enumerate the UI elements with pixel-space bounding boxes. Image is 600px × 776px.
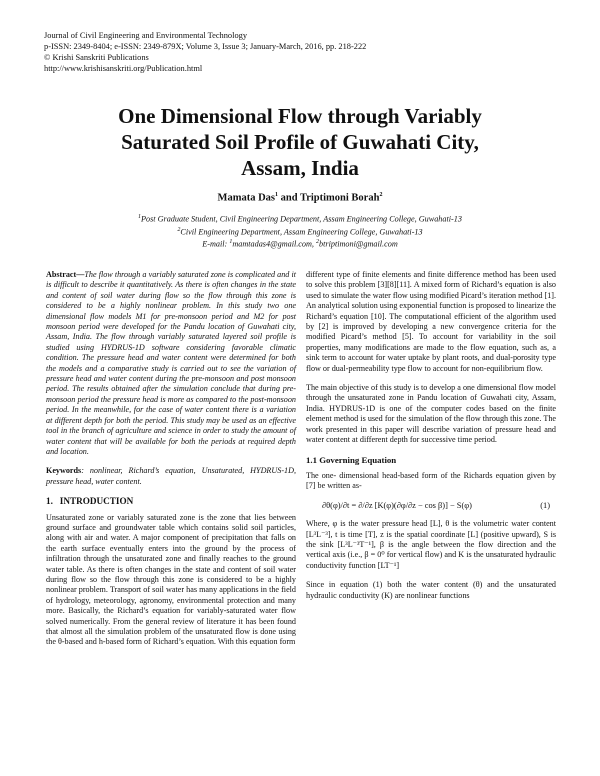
keywords-text: : nonlinear, Richard’s equation, Unsaturated, HYDRUS-1D, pressure head, water content. xyxy=(46,466,296,486)
equation-number: (1) xyxy=(540,500,550,510)
abstract-text: The flow through a variably saturated zone is complicated and it is difficult to describe it quantitatively. As there is often changes in the state and content of soil water during flow so the flow through this zone is considered to be a highly nonlinear problem. In this study two one dimensional flow models M1 for pre-monsoon period and M2 for post monsoon period were developed for the Pandu location of Guwahati city, Assam, India. The flow through variably saturated layered soil profile is studied using HYDRUS-1D software considering favorable climatic condition. The pressure head and water content were determined for both the models and a comparative study is carried out to see the variation of pressure head and water content during the pre-monsoon and post monsoon period. The results obtained after the simulation conclude that during pre-monsoon period the pressure head is more as compared to the post-monsoon period. In the meanwhile, for the case of water content there is a variation at different depth for both the period. This study may be used as an effective tool in the branch of agriculture and science in order to study the amount of water content that will be available for both the periods at required depth and location. xyxy=(46,270,296,456)
title-line-1: One Dimensional Flow through Variably xyxy=(118,104,482,128)
journal-issn: p-ISSN: 2349-8404; e-ISSN: 2349-879X; Volume 3, Issue 3; January-March, 2016, pp. 218-222 xyxy=(44,42,367,51)
paper-title xyxy=(40,103,560,181)
affiliations xyxy=(40,212,560,250)
left-column xyxy=(46,270,296,657)
journal-name: Journal of Civil Engineering and Environmental Technology xyxy=(44,31,248,40)
keywords-label: Keywords xyxy=(46,466,82,476)
affiliation-1-sup: 1 xyxy=(138,214,142,220)
right-paragraph-4: Where, φ is the water pressure head [L], θ is the volumetric water content [L³L⁻³], t is time [T], z is the spatial coordinate [L] (positive upward), S is the sink [L³L⁻³T⁻¹], β is the angle between the flow direction and the vertical axis (i.e., β = 0⁰ for vertical flow) and K is the unsaturated hydraulic conductivity function [LT⁻¹] xyxy=(306,519,556,570)
email-prefix: E-mail: xyxy=(202,240,230,250)
intro-number: 1. xyxy=(46,496,53,507)
intro-heading xyxy=(46,496,296,506)
author-line xyxy=(40,192,560,204)
right-paragraph-2: The main objective of this study is to develop a one dimensional flow model through the unsaturated zone in Pandu location of Guwahati city, Assam, India. HYDRUS-1D is one of the computer codes based on the finite element method is used for the simulation of the flow through this zone. The work presented in this paper will describe variation of pressure head and water content at different depth for successive time period. xyxy=(306,383,556,445)
email-1-sup: 1 xyxy=(229,239,233,246)
email-line xyxy=(40,237,560,250)
author-and: and xyxy=(278,192,300,204)
author-2-sup: 2 xyxy=(379,192,383,198)
author-2: Triptimoni Borah xyxy=(300,192,380,204)
email-1[interactable]: mamtadas4@gmail.com, xyxy=(232,240,317,250)
intro-paragraph-1: Unsaturated zone or variably saturated zone is the zone that lies between ground surface and groundwater table which contains solid soil particles, along with air and water. A major component of precipitation that falls on the earth surface eventually enters into the ground by the process of infiltration through the unsaturated zone and finally reaches to the ground water table. As there is often changes in the state and content of soil water during flow so the flow through this zone is considered to be a highly nonlinear problem. Transport of soil water has many applications in the field of hydrology, meteorology, agronomy, environmental protection and many more. Basically, the Richard’s equation for variably-saturated water flow solved numerically. From the general review of literature it has been found that almost all the simulation problem of the unsaturated flow is done using the θ-based and h-based form of Richard’s equation. With this equation form xyxy=(46,512,296,647)
journal-header xyxy=(44,30,564,74)
right-paragraph-3: The one- dimensional head-based form of the Richards equation given by [7] be written as- xyxy=(306,470,556,491)
affiliation-2 xyxy=(40,225,560,238)
abstract-label: Abstract— xyxy=(46,270,85,279)
author-1: Mamata Das xyxy=(217,192,275,204)
title-line-2: Saturated Soil Profile of Guwahati City, xyxy=(121,130,479,154)
right-column xyxy=(306,270,556,610)
journal-copyright: © Krishi Sanskriti Publications xyxy=(44,53,149,62)
author-1-sup: 1 xyxy=(275,192,278,198)
email-2-sup: 2 xyxy=(316,239,320,246)
email-2[interactable]: btriptimoni@gmail.com xyxy=(319,240,398,250)
right-paragraph-5: Since in equation (1) both the water content (θ) and the unsaturated hydraulic conductivity (K) are nonlinear functions xyxy=(306,580,556,600)
affiliation-2-text: Civil Engineering Department, Assam Engineering College, Guwahati-13 xyxy=(180,227,423,237)
right-paragraph-1: different type of finite elements and finite difference method has been used to solve this problem [3][8][11]. A mixed form of Richard’s equation is also used to simulate the water flow using modified Picard’s iteration method [1]. An analytical solution using exponential function is proposed to linearize the Richard’s equation [10]. The computational efficient of the algorithm used by [2] is improved by developing a new convergence criteria for the modified Picard’s method [5]. To account for variability in the soil properties, many modifications are made to the flow equation, such as, a sink term to account for water uptake by plant roots, and dual-porosity type flow or dual-permeability type flow to account for non-equilibrium flow. xyxy=(306,270,557,373)
abstract xyxy=(46,270,296,457)
keywords xyxy=(46,466,296,487)
title-line-3: Assam, India xyxy=(241,156,359,180)
governing-equation-heading: 1.1 Governing Equation xyxy=(306,454,397,465)
affiliation-1-text: Post Graduate Student, Civil Engineering Department, Assam Engineering College, Guwahati-13 xyxy=(141,214,462,224)
journal-url[interactable]: http://www.krishisanskriti.org/Publication.html xyxy=(44,64,203,73)
intro-title: INTRODUCTION xyxy=(59,496,134,507)
equation-1 xyxy=(306,501,556,511)
affiliation-1 xyxy=(40,212,560,225)
affiliation-2-sup: 2 xyxy=(177,226,181,233)
equation-body: ∂θ(φ)/∂t = ∂/∂z [K(φ)(∂φ/∂z − cos β)] − S(φ) xyxy=(322,500,472,510)
